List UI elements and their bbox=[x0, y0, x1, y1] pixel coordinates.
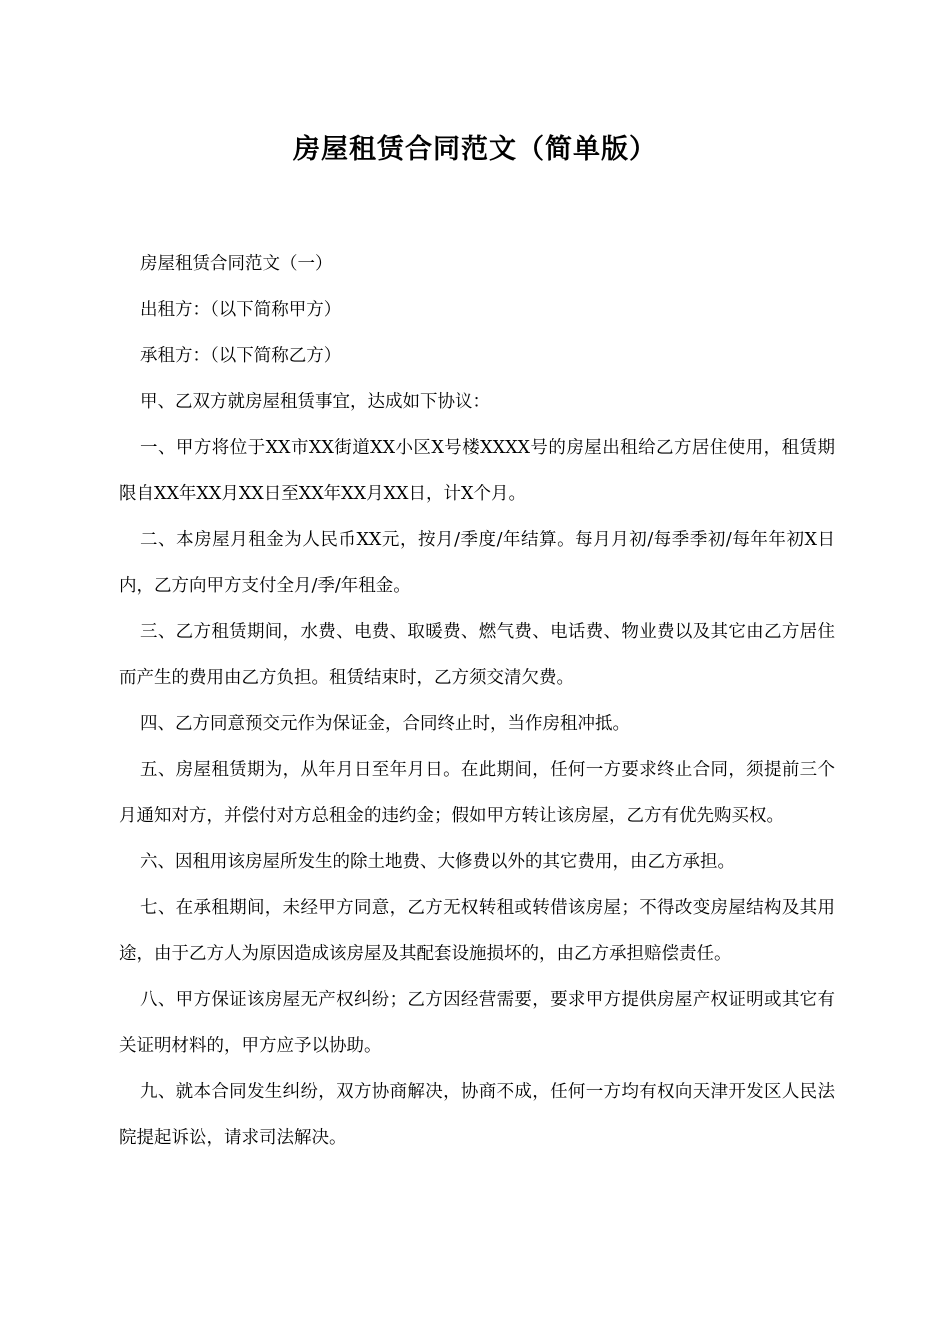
paragraph-lessor: 出租方：（以下简称甲方） bbox=[140, 300, 342, 320]
paragraph-lessee: 承租方：（以下简称乙方） bbox=[140, 346, 342, 366]
paragraph-clause-2: 二、本房屋月租金为人民币XX元，按月/季度/年结算。每月月初/每季季初/每年年初X日内，乙方向甲方支付全月/季/年租金。 bbox=[119, 530, 835, 596]
paragraph-clause-9: 九、就本合同发生纠纷，双方协商解决，协商不成，任何一方均有权向天津开发区人民法院提起诉讼，请求司法解决。 bbox=[119, 1082, 835, 1148]
paragraph-clause-8: 八、甲方保证该房屋无产权纠纷；乙方因经营需要，要求甲方提供房屋产权证明或其它有关证明材料的，甲方应予以协助。 bbox=[119, 990, 835, 1056]
document-title: 房屋租赁合同范文（简单版） bbox=[293, 134, 657, 165]
paragraph-clause-7: 七、在承租期间，未经甲方同意，乙方无权转租或转借该房屋；不得改变房屋结构及其用途，由于乙方人为原因造成该房屋及其配套设施损坏的，由乙方承担赔偿责任。 bbox=[119, 898, 835, 964]
paragraph-agreement-intro: 甲、乙双方就房屋租赁事宜，达成如下协议： bbox=[140, 392, 490, 412]
document-body bbox=[119, 241, 835, 1161]
paragraph-clause-4: 四、乙方同意预交元作为保证金，合同终止时，当作房租冲抵。 bbox=[140, 714, 630, 734]
paragraph-clause-5: 五、房屋租赁期为，从年月日至年月日。在此期间，任何一方要求终止合同，须提前三个月通知对方，并偿付对方总租金的违约金；假如甲方转让该房屋，乙方有优先购买权。 bbox=[119, 760, 835, 826]
paragraph-clause-3: 三、乙方租赁期间，水费、电费、取暖费、燃气费、电话费、物业费以及其它由乙方居住而产生的费用由乙方负担。租赁结束时，乙方须交清欠费。 bbox=[119, 622, 835, 688]
paragraph-clause-6: 六、因租用该房屋所发生的除土地费、大修费以外的其它费用，由乙方承担。 bbox=[140, 852, 735, 872]
paragraph-clause-1: 一、甲方将位于XX市XX街道XX小区X号楼XXXX号的房屋出租给乙方居住使用，租赁期限自XX年XX月XX日至XX年XX月XX日，计X个月。 bbox=[119, 438, 835, 504]
paragraph-heading: 房屋租赁合同范文（一） bbox=[140, 254, 333, 274]
